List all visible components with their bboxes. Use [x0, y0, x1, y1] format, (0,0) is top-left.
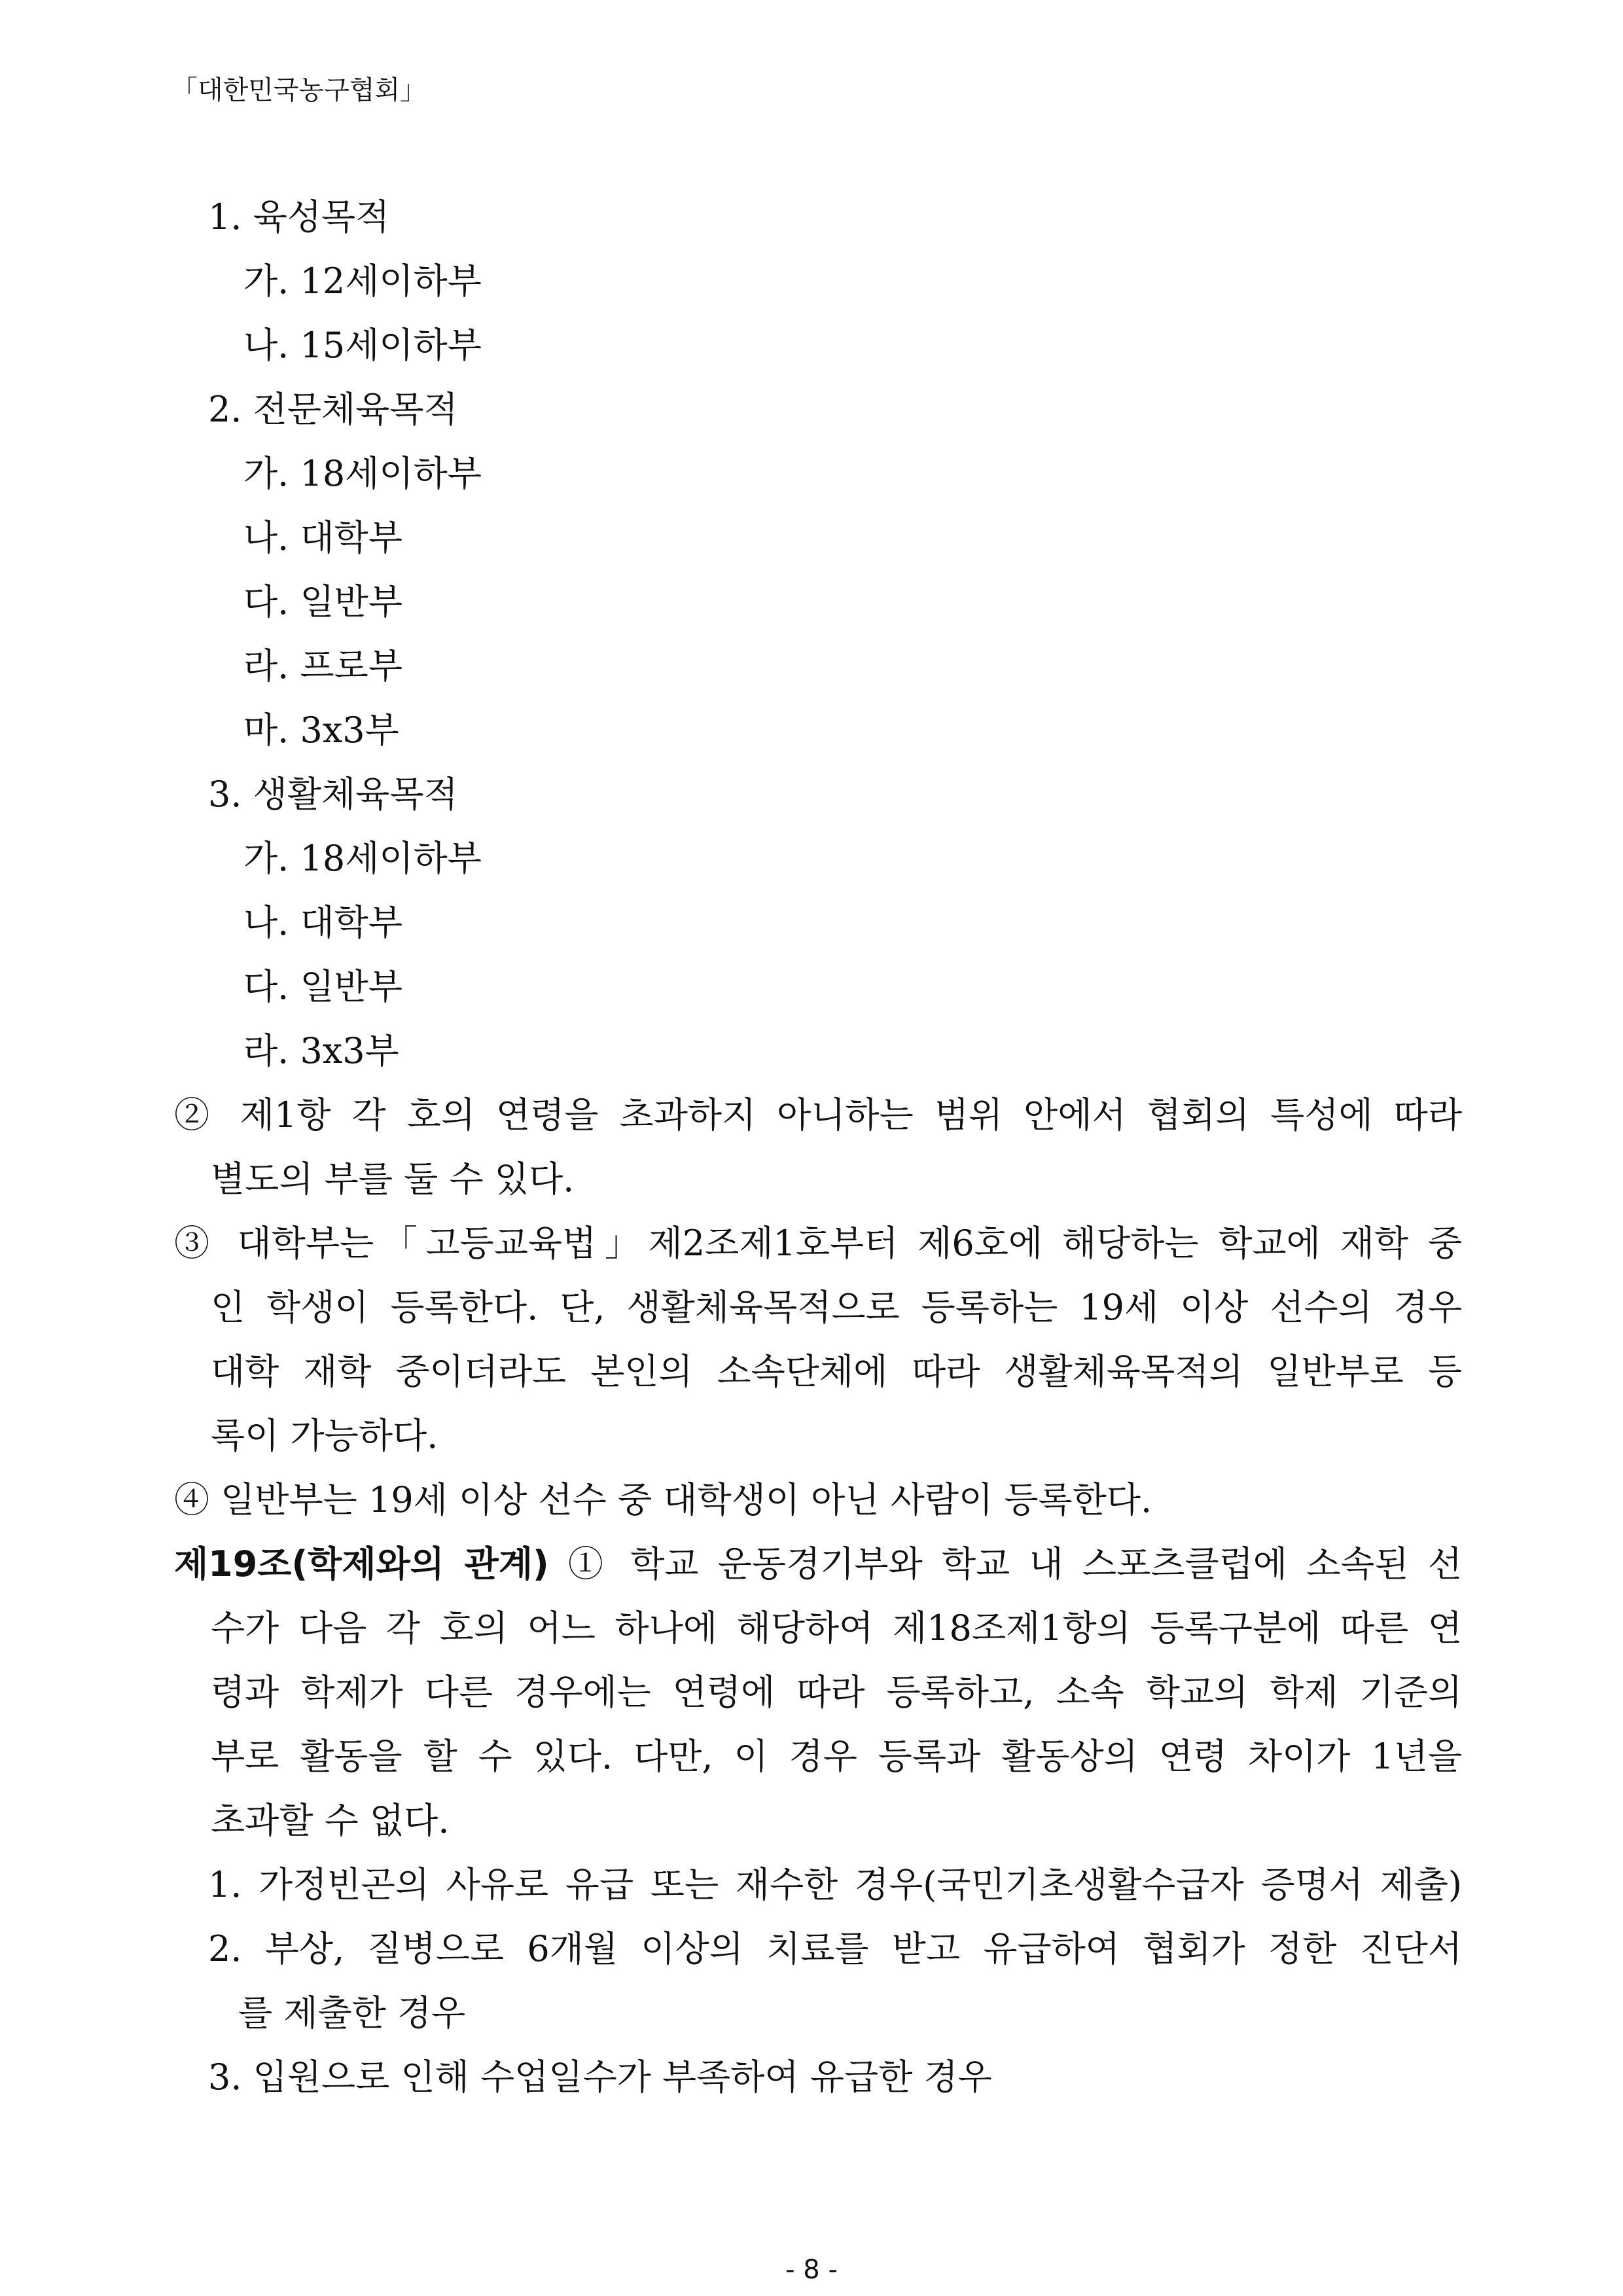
paragraph-3-line: 인 학생이 등록한다. 단, 생활체육목적으로 등록하는 19세 이상 선수의 경우	[211, 1287, 1462, 1328]
document-header: 「대한민국농구협회」	[171, 75, 427, 105]
list-item: 다. 일반부	[243, 581, 402, 622]
paragraph-3-line: 대학 재학 중이더라도 본인의 소속단체에 따라 생활체육목적의 일반부로 등	[211, 1351, 1462, 1392]
list-item: 2. 전문체육목적	[208, 389, 458, 430]
article-19-line: 부로 활동을 할 수 있다. 다만, 이 경우 등록과 활동상의 연령 차이가 1년을	[211, 1736, 1462, 1777]
article-19-item: 2. 부상, 질병으로 6개월 이상의 치료를 받고 유급하여 협회가 정한 진단서	[208, 1928, 1462, 1969]
list-item: 가. 18세이하부	[243, 453, 482, 494]
list-item: 3. 생활체육목적	[208, 774, 458, 815]
article-19-text: ① 학교 운동경기부와 학교 내 스포츠클럽에 소속된 선	[548, 1543, 1462, 1585]
list-item: 가. 18세이하부	[243, 838, 482, 879]
paragraph-3-line: 록이 가능하다.	[211, 1415, 438, 1456]
list-item: 나. 대학부	[243, 902, 402, 943]
list-item: 1. 육성목적	[208, 196, 390, 238]
article-19-item: 를 제출한 경우	[238, 1992, 466, 2034]
list-item: 가. 12세이하부	[243, 260, 482, 302]
article-19-item: 1. 가정빈곤의 사유로 유급 또는 재수한 경우(국민기초생활수급자 증명서 제출)	[208, 1864, 1462, 1905]
article-19-line: 수가 다음 각 호의 어느 하나에 해당하여 제18조제1항의 등록구분에 따른 연	[211, 1607, 1462, 1649]
paragraph-3-line: ③ 대학부는「고등교육법」제2조제1호부터 제6호에 해당하는 학교에 재학 중	[174, 1223, 1462, 1264]
list-item: 나. 대학부	[243, 517, 402, 558]
paragraph-2-line: 별도의 부를 둘 수 있다.	[211, 1158, 575, 1200]
list-item: 마. 3x3부	[243, 709, 399, 751]
page-number: - 8 -	[785, 2255, 838, 2285]
article-19-title: 제19조(학제와의 관계)	[174, 1543, 549, 1585]
list-item: 라. 3x3부	[243, 1030, 399, 1071]
article-19-item: 3. 입원으로 인해 수업일수가 부족하여 유급한 경우	[208, 2056, 992, 2098]
paragraph-4-line: ④ 일반부는 19세 이상 선수 중 대학생이 아닌 사람이 등록한다.	[174, 1479, 1152, 1520]
list-item: 다. 일반부	[243, 966, 402, 1007]
paragraph-2-line: ② 제1항 각 호의 연령을 초과하지 아니하는 범위 안에서 협회의 특성에 따라	[174, 1094, 1462, 1136]
article-19-line: 령과 학제가 다른 경우에는 연령에 따라 등록하고, 소속 학교의 학제 기준의	[211, 1672, 1462, 1713]
list-item: 나. 15세이하부	[243, 325, 482, 366]
article-19-line	[174, 1541, 1462, 1588]
article-19-line: 초과할 수 없다.	[211, 1800, 450, 1841]
list-item: 라. 프로부	[243, 645, 402, 687]
